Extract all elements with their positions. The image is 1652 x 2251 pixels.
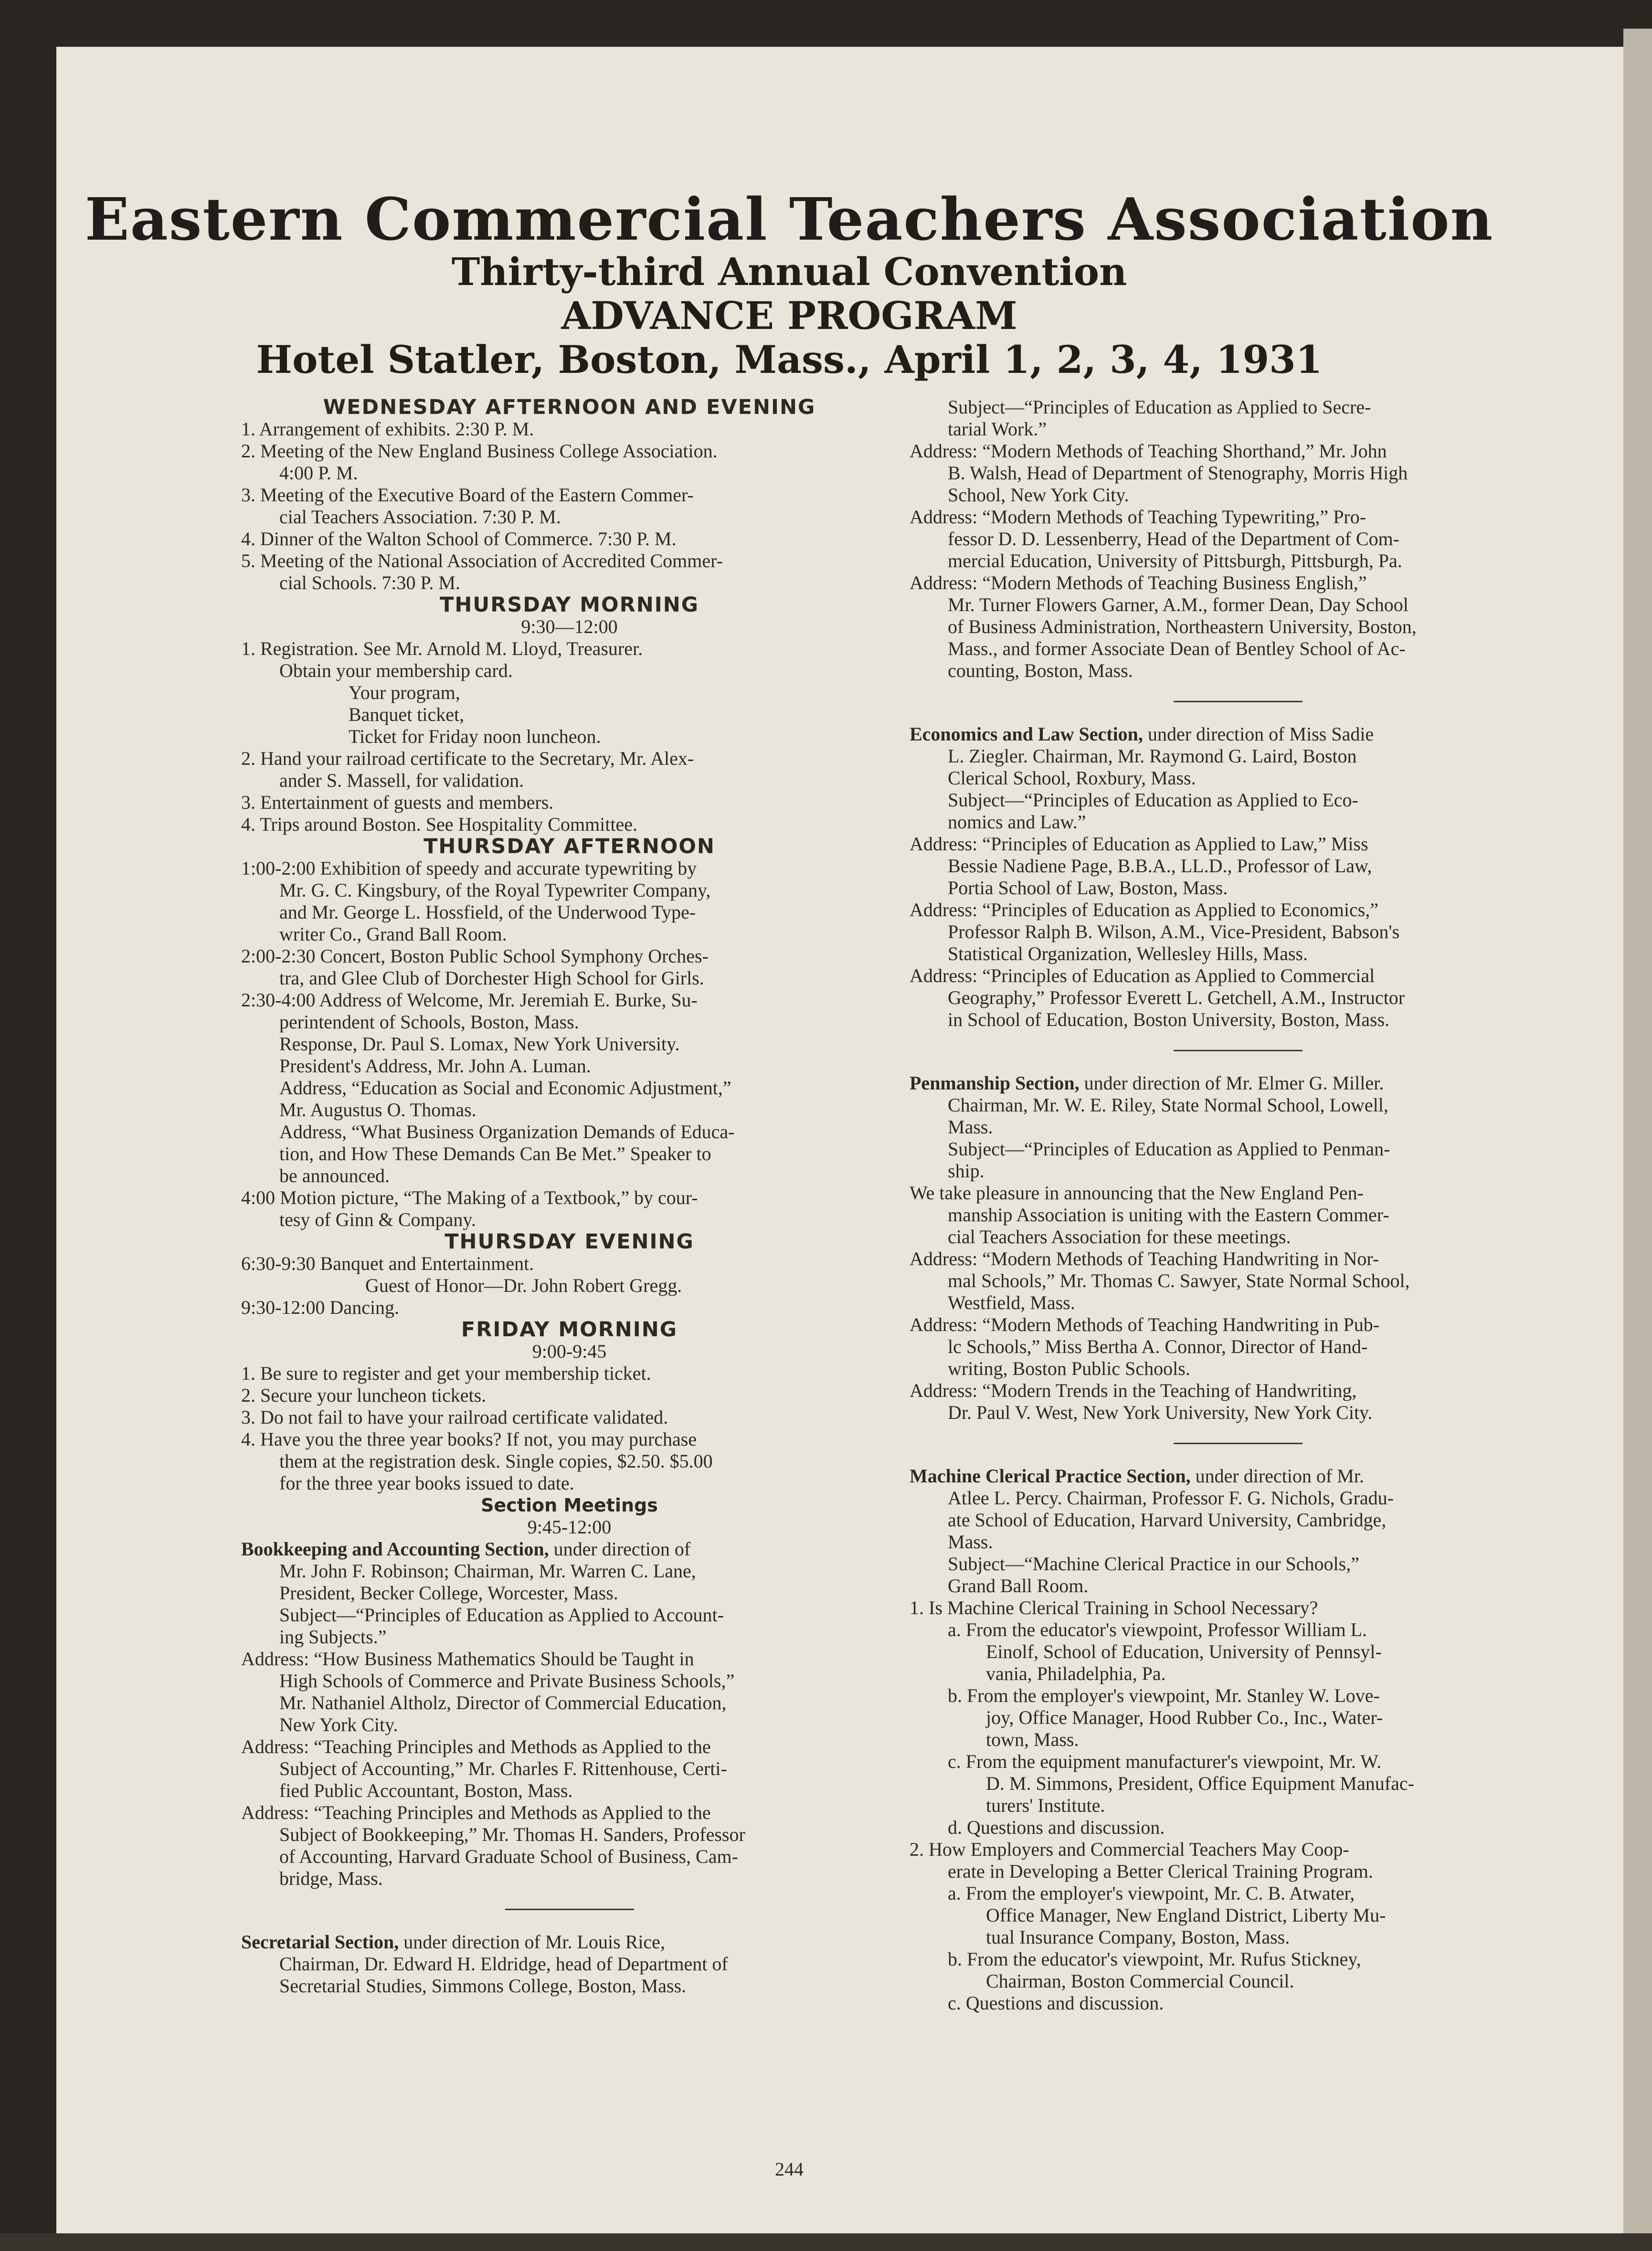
section-divider xyxy=(505,1909,634,1910)
program-line: lc Schools,” Miss Bertha A. Connor, Director of Hand- xyxy=(948,1336,1368,1357)
program-line: 2:30-4:00 Address of Welcome, Mr. Jeremiah E. Burke, Su- xyxy=(241,989,698,1011)
program-line: Address: “Principles of Education as Applied to Law,” Miss xyxy=(910,833,1368,855)
program-line: Address, “What Business Organization Demands of Educa- xyxy=(279,1121,735,1142)
program-line: Mr. Nathaniel Altholz, Director of Commercial Education, xyxy=(279,1692,727,1713)
program-line: 3. Do not fail to have your railroad certificate validated. xyxy=(241,1406,668,1428)
program-line: Bessie Nadiene Page, B.B.A., LL.D., Professor of Law, xyxy=(948,855,1372,877)
day-heading: WEDNESDAY AFTERNOON AND EVENING xyxy=(323,395,816,419)
program-line: President's Address, Mr. John A. Luman. xyxy=(279,1055,591,1077)
program-line: D. M. Simmons, President, Office Equipment Manufac- xyxy=(986,1773,1414,1794)
program-line: ing Subjects.” xyxy=(279,1626,387,1648)
program-line: Einolf, School of Education, University of Pennsyl- xyxy=(986,1641,1382,1662)
section-divider xyxy=(1174,1050,1303,1051)
section-title: Secretarial Section, xyxy=(241,1931,399,1953)
program-line: Banquet ticket, xyxy=(349,704,465,725)
program-line: mercial Education, University of Pittsburgh, Pittsburgh, Pa. xyxy=(948,550,1402,571)
program-line: 2. How Employers and Commercial Teachers May Coop- xyxy=(910,1839,1349,1860)
program-line: perintendent of Schools, Boston, Mass. xyxy=(279,1011,579,1033)
program-line: Statistical Organization, Wellesley Hills, Mass. xyxy=(948,943,1308,964)
program-line: of Business Administration, Northeastern University, Boston, xyxy=(948,616,1417,637)
program-line: counting, Boston, Mass. xyxy=(948,660,1133,681)
day-heading: FRIDAY MORNING xyxy=(461,1318,678,1342)
program-line: Your program, xyxy=(349,682,460,703)
section-title: Bookkeeping and Accounting Section, xyxy=(241,1538,549,1560)
program-line: 2:00-2:30 Concert, Boston Public School Symphony Orches- xyxy=(241,945,709,967)
scan-bottom-edge xyxy=(0,2233,1652,2251)
document-header xyxy=(56,185,1522,382)
program-line: B. Walsh, Head of Department of Stenography, Morris High xyxy=(948,462,1408,484)
program-line: Address: “Modern Methods of Teaching Business English,” xyxy=(910,572,1367,593)
left-column xyxy=(241,396,898,1997)
time-range: 9:00-9:45 xyxy=(532,1341,607,1362)
program-line: tual Insurance Company, Boston, Mass. xyxy=(986,1926,1290,1948)
program-line: under direction of Mr. Elmer G. Miller. xyxy=(1084,1072,1384,1094)
program-line: Address: “Modern Methods of Teaching Shorthand,” Mr. John xyxy=(910,440,1387,462)
program-line: Response, Dr. Paul S. Lomax, New York University. xyxy=(279,1033,680,1055)
program-line: Professor Ralph B. Wilson, A.M., Vice-President, Babson's xyxy=(948,921,1400,942)
association-title: Eastern Commercial Teachers Association xyxy=(85,185,1494,254)
program-line: a. From the educator's viewpoint, Professor William L. xyxy=(948,1619,1367,1640)
program-line: Subject of Bookkeeping,” Mr. Thomas H. Sanders, Professor xyxy=(279,1824,745,1845)
section-title: Machine Clerical Practice Section, xyxy=(910,1465,1191,1487)
program-line: 1:00-2:00 Exhibition of speedy and accurate typewriting by xyxy=(241,857,697,879)
day-heading: THURSDAY MORNING xyxy=(439,593,699,617)
program-line: cial Teachers Association for these meetings. xyxy=(948,1226,1291,1247)
program-line: 3. Meeting of the Executive Board of the Eastern Commer- xyxy=(241,484,694,506)
program-line: cial Teachers Association. 7:30 P. M. xyxy=(279,506,561,528)
program-line: 4:00 Motion picture, “The Making of a Textbook,” by cour- xyxy=(241,1187,698,1208)
program-line: 6:30-9:30 Banquet and Entertainment. xyxy=(241,1253,534,1274)
program-line: bridge, Mass. xyxy=(279,1868,383,1889)
page-number: 244 xyxy=(775,2158,804,2180)
program-line: ate School of Education, Harvard University, Cambridge, xyxy=(948,1509,1387,1531)
program-line: them at the registration desk. Single copies, $2.50. $5.00 xyxy=(279,1450,713,1472)
program-line: Mass. xyxy=(948,1116,993,1138)
program-line: ander S. Massell, for validation. xyxy=(279,770,524,791)
program-line: Subject—“Principles of Education as Applied to Penman- xyxy=(948,1138,1390,1160)
time-range: 9:30—12:00 xyxy=(521,616,618,637)
program-line: turers' Institute. xyxy=(986,1795,1105,1816)
program-line: 9:30-12:00 Dancing. xyxy=(241,1297,400,1318)
program-line: Geography,” Professor Everett L. Getchell, A.M., Instructor xyxy=(948,987,1405,1008)
program-line: Address: “Principles of Education as Applied to Economics,” xyxy=(910,899,1379,920)
program-line: b. From the educator's viewpoint, Mr. Rufus Stickney, xyxy=(948,1948,1361,1970)
program-line: Subject—“Principles of Education as Applied to Eco- xyxy=(948,789,1358,811)
program-line: 4:00 P. M. xyxy=(279,462,358,484)
program-line: writing, Boston Public Schools. xyxy=(948,1358,1190,1379)
section-title: Penmanship Section, xyxy=(910,1072,1080,1094)
program-line: nomics and Law.” xyxy=(948,811,1086,833)
program-line: fessor D. D. Lessenberry, Head of the Department of Com- xyxy=(948,528,1399,550)
program-line: Chairman, Mr. W. E. Riley, State Normal School, Lowell, xyxy=(948,1094,1388,1116)
program-line: 5. Meeting of the National Association of Accredited Commer- xyxy=(241,550,723,571)
program-line: Address: “How Business Mathematics Should be Taught in xyxy=(241,1648,694,1670)
program-line: under direction of xyxy=(553,1538,691,1560)
program-line: Clerical School, Roxbury, Mass. xyxy=(948,767,1196,789)
program-line: c. From the equipment manufacturer's viewpoint, Mr. W. xyxy=(948,1751,1382,1772)
program-line: Portia School of Law, Boston, Mass. xyxy=(948,877,1228,898)
program-line: 1. Registration. See Mr. Arnold M. Lloyd, Treasurer. xyxy=(241,638,643,659)
day-heading: THURSDAY AFTERNOON xyxy=(424,835,715,858)
location-date: Hotel Statler, Boston, Mass., April 1, 2, 3, 4, 1931 xyxy=(256,337,1323,382)
program-line: Grand Ball Room. xyxy=(948,1575,1089,1596)
program-line: Address: “Modern Trends in the Teaching of Handwriting, xyxy=(910,1380,1357,1401)
program-line: School, New York City. xyxy=(948,484,1129,506)
day-heading: THURSDAY EVENING xyxy=(445,1230,694,1254)
program-line: Atlee L. Percy. Chairman, Professor F. G. Nichols, Gradu- xyxy=(948,1487,1394,1509)
program-line: Subject of Accounting,” Mr. Charles F. Rittenhouse, Certi- xyxy=(279,1758,727,1779)
program-line: ship. xyxy=(948,1160,985,1182)
program-line: and Mr. George L. Hossfield, of the Underwood Type- xyxy=(279,901,696,923)
program-line: b. From the employer's viewpoint, Mr. Stanley W. Love- xyxy=(948,1685,1380,1706)
program-line: L. Ziegler. Chairman, Mr. Raymond G. Laird, Boston xyxy=(948,745,1357,767)
program-line: manship Association is uniting with the Eastern Commer- xyxy=(948,1204,1389,1226)
program-line: for the three year books issued to date. xyxy=(279,1472,574,1494)
program-line: 3. Entertainment of guests and members. xyxy=(241,792,554,813)
program-line: Westfield, Mass. xyxy=(948,1292,1075,1313)
program-line: Obtain your membership card. xyxy=(279,660,513,681)
program-line: fied Public Accountant, Boston, Mass. xyxy=(279,1780,573,1801)
program-line: joy, Office Manager, Hood Rubber Co., Inc., Water- xyxy=(986,1707,1383,1728)
program-line: Mass., and former Associate Dean of Bentley School of Ac- xyxy=(948,638,1406,659)
program-line: of Accounting, Harvard Graduate School of Business, Cam- xyxy=(279,1846,738,1867)
program-line: in School of Education, Boston University, Boston, Mass. xyxy=(948,1009,1390,1030)
section-divider xyxy=(1174,1443,1303,1444)
program-line: Mr. Augustus O. Thomas. xyxy=(279,1099,477,1120)
program-line: writer Co., Grand Ball Room. xyxy=(279,923,507,945)
program-line: 2. Hand your railroad certificate to the Secretary, Mr. Alex- xyxy=(241,748,694,769)
program-line: under direction of Mr. Louis Rice, xyxy=(403,1931,665,1953)
program-line: tion, and How These Demands Can Be Met.” Speaker to xyxy=(279,1143,711,1164)
program-line: Mr. John F. Robinson; Chairman, Mr. Warren C. Lane, xyxy=(279,1560,696,1582)
program-line: High Schools of Commerce and Private Business Schools,” xyxy=(279,1670,735,1691)
program-line: erate in Developing a Better Clerical Training Program. xyxy=(948,1860,1373,1882)
program-line: under direction of Miss Sadie xyxy=(1147,723,1374,745)
program-line: Chairman, Boston Commercial Council. xyxy=(986,1970,1294,1992)
program-line: Address, “Education as Social and Economic Adjustment,” xyxy=(279,1077,731,1099)
program-line: 4. Dinner of the Walton School of Commerce. 7:30 P. M. xyxy=(241,528,677,550)
program-line: President, Becker College, Worcester, Mass. xyxy=(279,1582,618,1604)
time-range: 9:45-12:00 xyxy=(527,1516,612,1538)
program-line: 1. Be sure to register and get your membership ticket. xyxy=(241,1363,651,1384)
program-line: under direction of Mr. xyxy=(1195,1465,1364,1487)
program-line: Address: “Principles of Education as Applied to Commercial xyxy=(910,965,1375,986)
program-line: Address: “Modern Methods of Teaching Handwriting in Nor- xyxy=(910,1248,1379,1269)
program-line: Secretarial Studies, Simmons College, Boston, Mass. xyxy=(279,1975,687,1997)
program-line: Address: “Modern Methods of Teaching Typewriting,” Pro- xyxy=(910,506,1366,528)
program-line: 4. Have you the three year books? If not, you may purchase xyxy=(241,1428,697,1450)
program-line: Chairman, Dr. Edward H. Eldridge, head of Department of xyxy=(279,1953,728,1975)
program-line: Subject—“Machine Clerical Practice in our Schools,” xyxy=(948,1553,1359,1575)
program-line: c. Questions and discussion. xyxy=(948,1992,1164,2014)
program-line: 4. Trips around Boston. See Hospitality Committee. xyxy=(241,814,638,835)
program-line: tarial Work.” xyxy=(948,418,1047,440)
program-line: a. From the employer's viewpoint, Mr. C. B. Atwater, xyxy=(948,1882,1355,1904)
program-line: d. Questions and discussion. xyxy=(948,1817,1165,1838)
program-line: tesy of Ginn & Company. xyxy=(279,1209,476,1230)
program-line: mal Schools,” Mr. Thomas C. Sawyer, State Normal School, xyxy=(948,1270,1410,1291)
program-line: 2. Meeting of the New England Business College Association. xyxy=(241,440,718,462)
program-line: 1. Is Machine Clerical Training in School Necessary? xyxy=(910,1597,1318,1618)
program-line: New York City. xyxy=(279,1714,398,1735)
program-title: ADVANCE PROGRAM xyxy=(561,293,1017,338)
program-line: Address: “Teaching Principles and Methods as Applied to the xyxy=(241,1802,711,1823)
section-divider xyxy=(1174,701,1303,702)
program-line: 1. Arrangement of exhibits. 2:30 P. M. xyxy=(241,418,534,440)
program-line: Subject—“Principles of Education as Applied to Account- xyxy=(279,1604,724,1626)
program-line: town, Mass. xyxy=(986,1729,1079,1750)
program-line: Address: “Modern Methods of Teaching Handwriting in Pub- xyxy=(910,1314,1380,1335)
section-title: Economics and Law Section, xyxy=(910,723,1143,745)
program-line: Guest of Honor—Dr. John Robert Gregg. xyxy=(365,1275,682,1296)
program-line: Mr. G. C. Kingsbury, of the Royal Typewriter Company, xyxy=(279,879,711,901)
right-column xyxy=(910,396,1566,2014)
program-line: Mr. Turner Flowers Garner, A.M., former Dean, Day School xyxy=(948,594,1408,615)
facing-page-edge xyxy=(1623,29,1652,2251)
program-line: Dr. Paul V. West, New York University, New York City. xyxy=(948,1402,1373,1423)
program-line: Subject—“Principles of Education as Applied to Secre- xyxy=(948,396,1371,418)
program-line: vania, Philadelphia, Pa. xyxy=(986,1663,1166,1684)
section-meetings-heading: Section Meetings xyxy=(481,1495,658,1516)
program-line: 2. Secure your luncheon tickets. xyxy=(241,1384,487,1406)
program-line: Office Manager, New England District, Liberty Mu- xyxy=(986,1904,1386,1926)
program-line: cial Schools. 7:30 P. M. xyxy=(279,572,460,593)
program-line: Ticket for Friday noon luncheon. xyxy=(349,726,601,747)
program-line: tra, and Glee Club of Dorchester High School for Girls. xyxy=(279,967,704,989)
program-line: Address: “Teaching Principles and Methods as Applied to the xyxy=(241,1736,711,1757)
program-line: Mass. xyxy=(948,1531,993,1553)
program-line: We take pleasure in announcing that the New England Pen- xyxy=(910,1182,1364,1204)
convention-title: Thirty-third Annual Convention xyxy=(451,249,1127,294)
program-line: be announced. xyxy=(279,1165,390,1186)
